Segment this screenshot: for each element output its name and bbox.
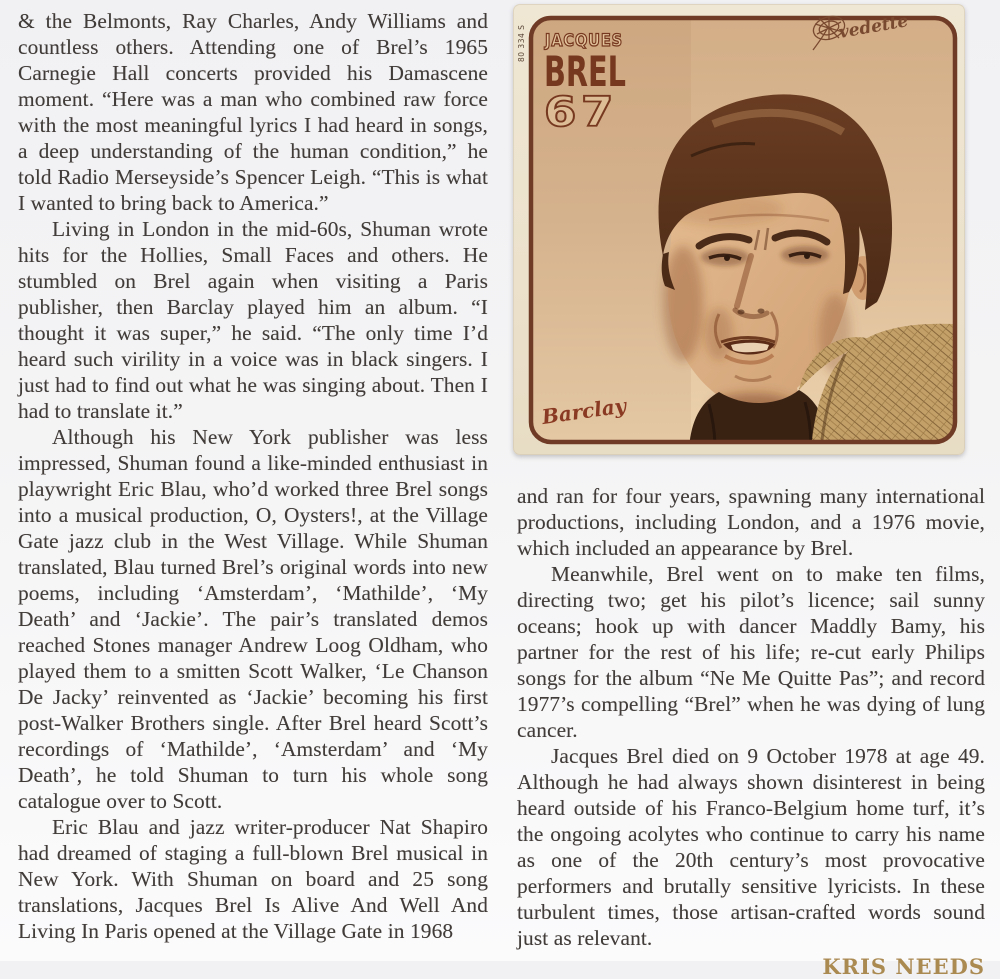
article-paragraph: Living in London in the mid-60s, Shuman wrote hits for the Hollies, Small Faces and others. He stumbled on Brel again when visiting a Paris publisher, then Barclay played him an album. “I thought it was super,” he said. “The only time I’d heard such virility in a voice was in black singers. I just had to find out what he was singing about. Then I had to translate it.”: [18, 217, 488, 423]
album-year: 67: [544, 88, 618, 136]
album-cover-image: [513, 4, 965, 455]
album-title: BREL: [544, 47, 626, 96]
article-paragraph: Meanwhile, Brel went on to make ten films, directing two; get his pilot’s licence; sail sunny oceans; hook up with dancer Maddly Bamy, his partner for the rest of his life; re-cut early Philips songs for the album “Ne Me Quitte Pas”; and record 1977’s compelling “Brel” when he was dying of lung cancer.: [517, 562, 985, 742]
left-column: [18, 8, 488, 944]
vedette-logo-text: vedette: [837, 11, 910, 43]
catalog-number: 80 334 S: [517, 24, 526, 62]
right-column: [517, 483, 985, 979]
barclay-logo: Barclay: [540, 393, 628, 429]
artist-name: JACQUES: [544, 31, 623, 51]
article-paragraph: Jacques Brel died on 9 October 1978 at age 49. Although he had always shown disinterest in being heard outside of his Franco-Belgium home turf, it’s the ongoing acolytes who continue to carry his name as one of the 20th century’s most provocative performers and brutally sensitive lyricists. In these turbulent times, those artisan-crafted words sound just as relevant.: [517, 744, 985, 950]
article-paragraph: and ran for four years, spawning many international productions, including London, and a 1976 movie, which included an appearance by Brel.: [517, 484, 985, 560]
author-byline: KRIS NEEDS: [822, 954, 985, 979]
article-paragraph: & the Belmonts, Ray Charles, Andy Williams and countless others. Attending one of Brel’s 1965 Carnegie Hall concerts provided his Damascene moment. “Here was a man who combined raw force with the most meaningful lyrics I had heard in songs, a deep understanding of the human condition,” he told Radio Merseyside’s Spencer Leigh. “This is what I wanted to bring back to America.”: [18, 9, 488, 215]
article-paragraph: Eric Blau and jazz writer-producer Nat Shapiro had dreamed of staging a full-blown Brel musical in New York. With Shuman on board and 25 song translations, Jacques Brel Is Alive And Well And Living In Paris opened at the Village Gate in 1968: [18, 815, 488, 943]
article-paragraph: Although his New York publisher was less impressed, Shuman found a like-minded enthusiast in playwright Eric Blau, who’d worked three Brel songs into a musical production, O, Oysters!, at the Village Gate jazz club in the West Village. While Shuman translated, Blau turned Brel’s original words into new poems, including ‘Amsterdam’, ‘Mathilde’, ‘My Death’ and ‘Jackie’. The pair’s translated demos reached Stones manager Andrew Loog Oldham, who played them to a smitten Scott Walker, ‘Le Chanson De Jacky’ reinvented as ‘Jackie’ becoming his first post-Walker Brothers single. After Brel heard Scott’s recordings of ‘Mathilde’, ‘Amsterdam’ and ‘My Death’, he told Shuman to turn his whole song catalogue over to Scott.: [18, 425, 488, 813]
album-art: [513, 4, 965, 455]
